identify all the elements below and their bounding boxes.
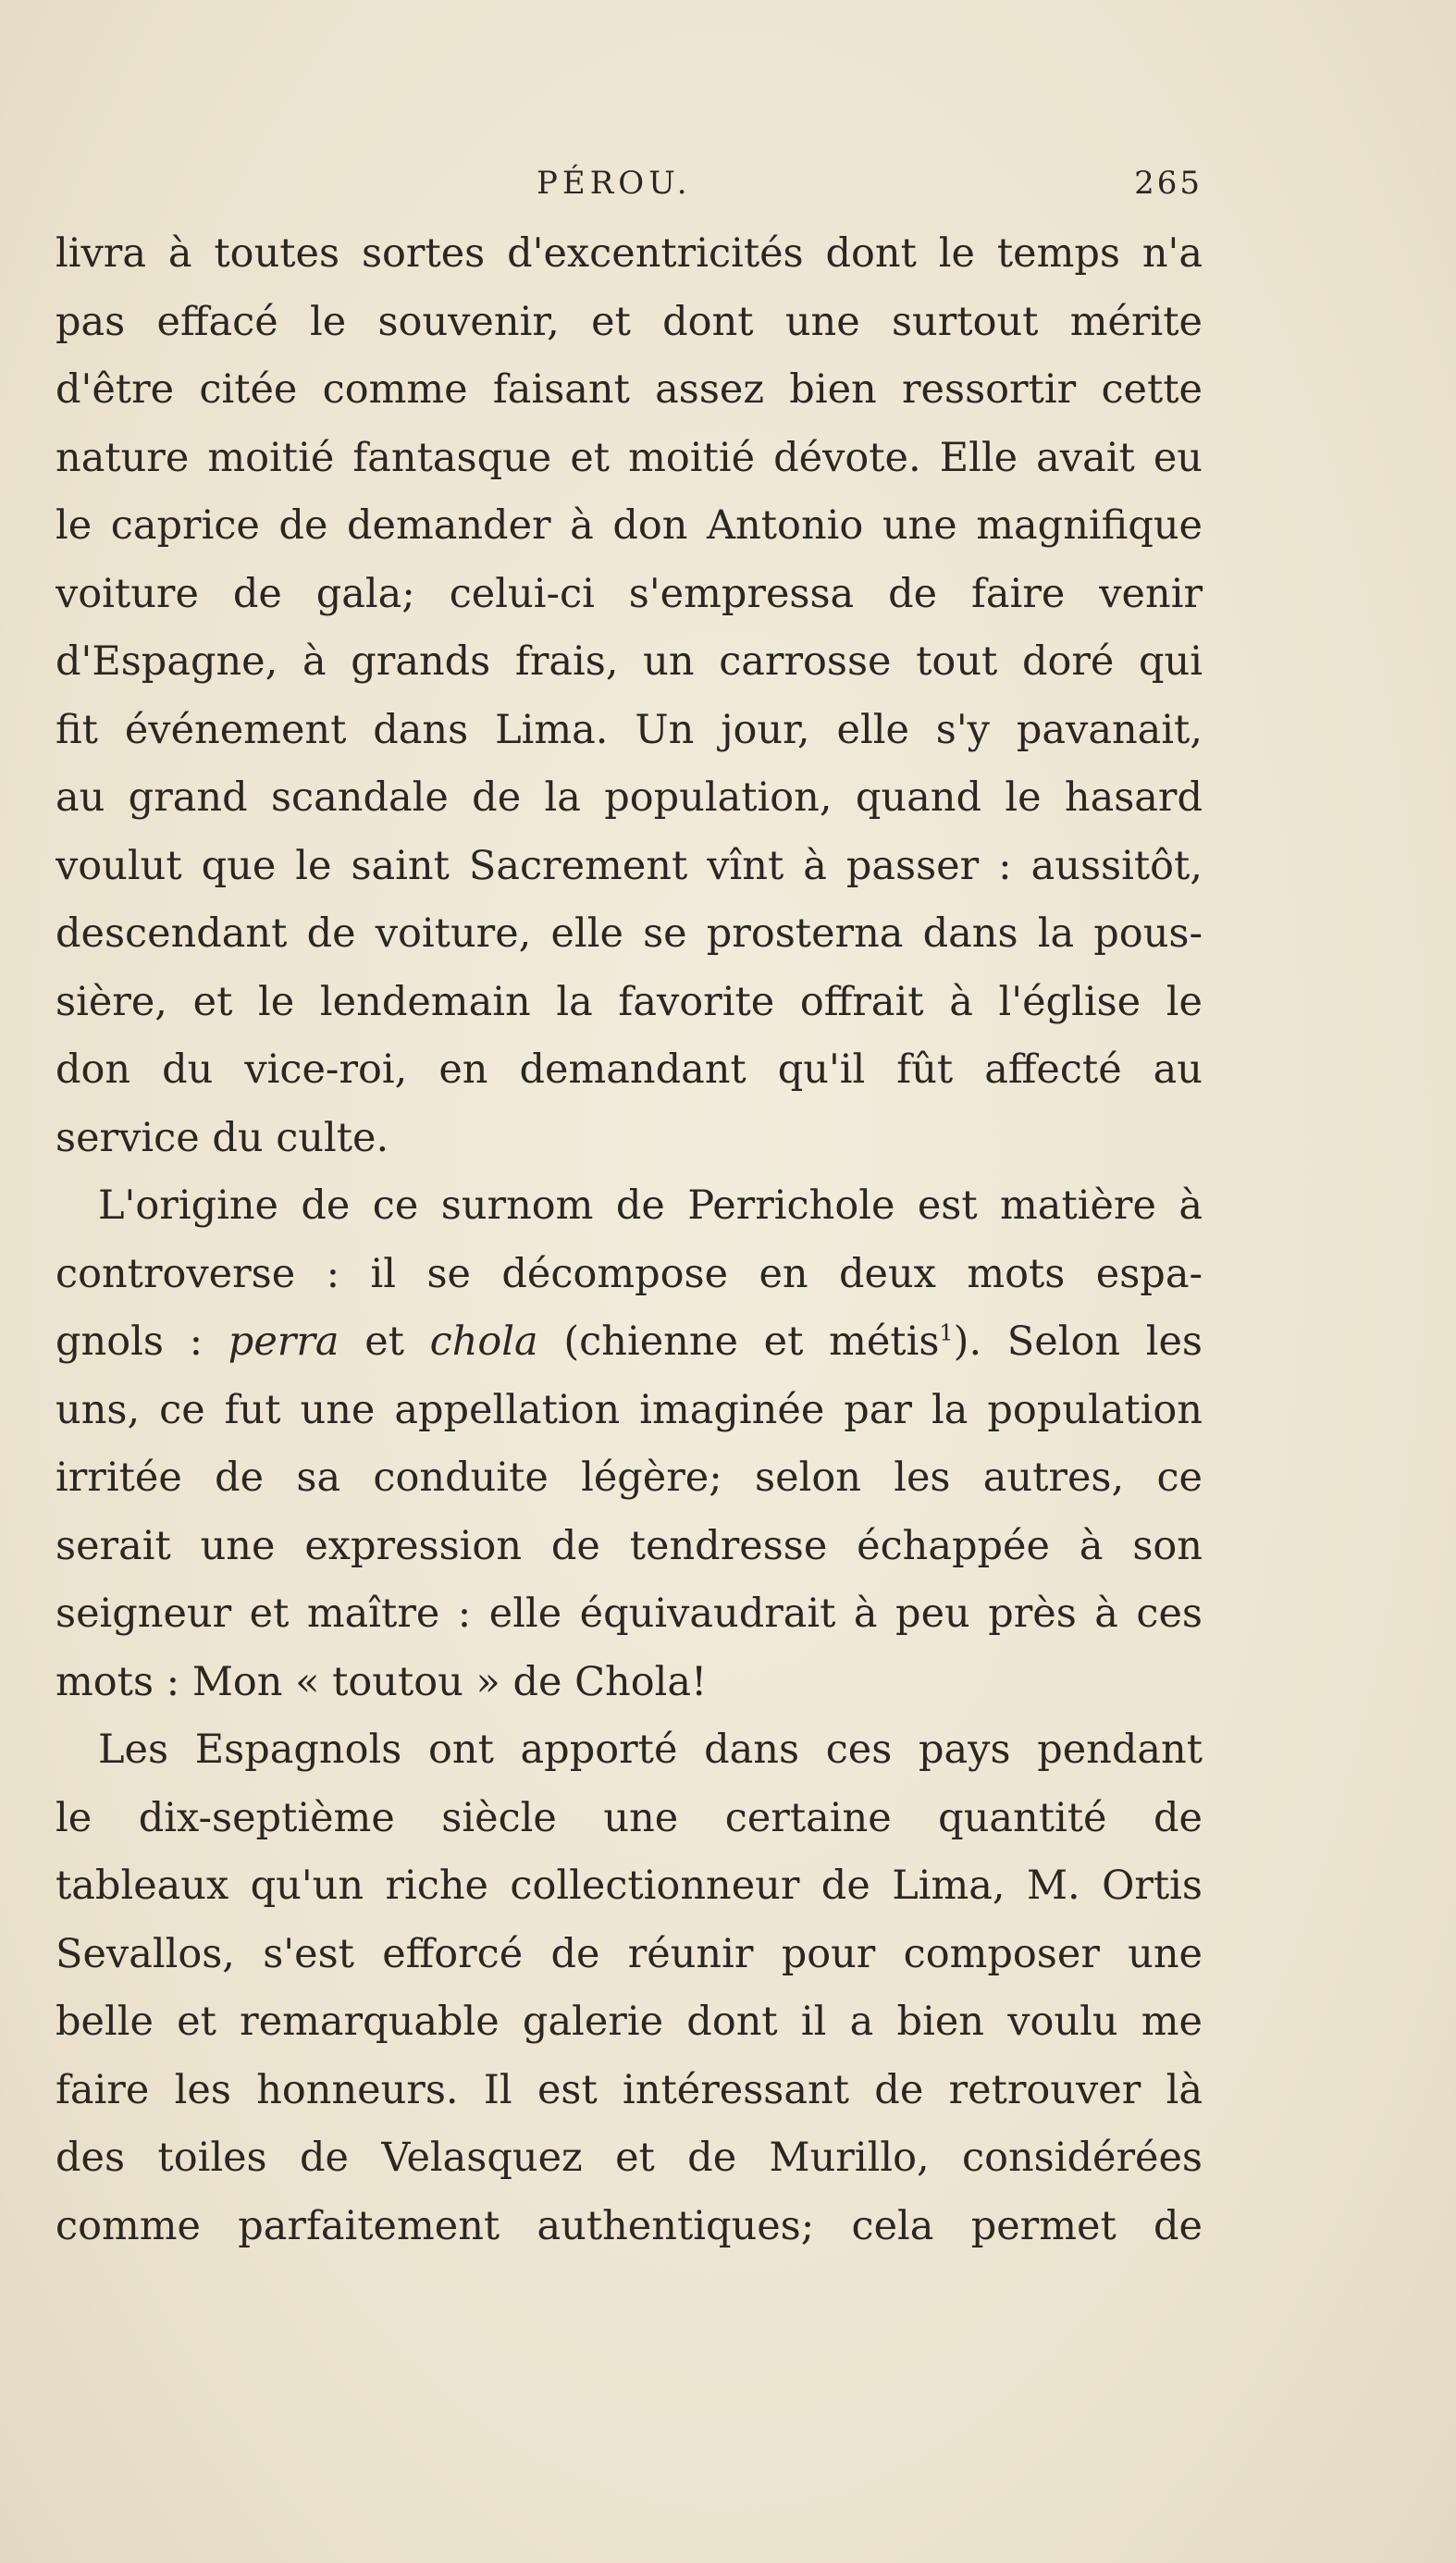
page-number: 265: [1134, 165, 1203, 202]
text-line: irritée de sa conduite légère; selon les autres, ce: [56, 1455, 1203, 1501]
text-line: mots : Mon « toutou » de Chola!: [56, 1658, 708, 1705]
text-line: serait une expression de tendresse échappée à son: [56, 1522, 1203, 1569]
text-line: controverse : il se décompose en deux mots espa-: [56, 1250, 1203, 1297]
text-line: le dix-septième siècle une certaine quantité de: [56, 1794, 1203, 1841]
text-line: belle et remarquable galerie dont il a bien voulu me: [56, 1999, 1203, 2045]
text-line: tableaux qu'un riche collectionneur de Lima, M. Ortis: [56, 1863, 1203, 1909]
page-header: [56, 165, 1203, 217]
text-line: seigneur et maître : elle équivaudrait à peu près à ces: [56, 1591, 1203, 1637]
text-line: comme parfaitement authentiques; cela permet de: [56, 2202, 1203, 2249]
text-line: des toiles de Velasquez et de Murillo, considérées: [56, 2135, 1203, 2181]
text-run: gnols :: [56, 1319, 228, 1365]
body-text: [56, 220, 1203, 2260]
text-line: Sevallos, s'est efforcé de réunir pour composer une: [56, 1930, 1203, 1977]
text-line-with-italics: [56, 1308, 1203, 1377]
text-line: le caprice de demander à don Antonio une magnifique: [56, 502, 1203, 549]
text-line: nature moitié fantasque et moitié dévote. Elle avait eu: [56, 434, 1203, 481]
text-line: descendant de voiture, elle se prosterna dans la pous-: [56, 910, 1203, 957]
text-run: et: [339, 1319, 430, 1365]
text-run: ). Selon les: [953, 1319, 1203, 1365]
text-line: sière, et le lendemain la favorite offrait à l'église le: [56, 978, 1203, 1025]
text-line: au grand scandale de la population, quand le hasard: [56, 774, 1203, 821]
text-line: Les Espagnols ont apporté dans ces pays pendant: [98, 1727, 1203, 1773]
italic-word-chola: chola: [429, 1319, 538, 1365]
text-line: fit événement dans Lima. Un jour, elle s'y pavanait,: [56, 706, 1203, 753]
text-run: (chienne et métis: [537, 1319, 940, 1365]
text-line: voiture de gala; celui-ci s'empressa de faire venir: [56, 570, 1203, 617]
text-line: don du vice-roi, en demandant qu'il fût affecté au: [56, 1046, 1203, 1093]
text-line: d'Espagne, à grands frais, un carrosse tout doré qui: [56, 638, 1203, 685]
text-line: pas effacé le souvenir, et dont une surtout mérite: [56, 298, 1203, 345]
text-line: voulut que le saint Sacrement vînt à passer : aussitôt,: [56, 842, 1203, 889]
text-line: livra à toutes sortes d'excentricités dont le temps n'a: [56, 230, 1203, 277]
italic-word-perra: perra: [228, 1319, 339, 1365]
text-line: d'être citée comme faisant assez bien ressortir cette: [56, 366, 1203, 413]
text-line: service du culte.: [56, 1114, 389, 1161]
footnote-marker: 1: [939, 1319, 954, 1346]
text-line: uns, ce fut une appellation imaginée par la population: [56, 1386, 1203, 1433]
text-line: L'origine de ce surnom de Perrichole est matière à: [98, 1182, 1203, 1229]
text-line: faire les honneurs. Il est intéressant de retrouver là: [56, 2066, 1203, 2113]
running-title: PÉROU.: [537, 165, 692, 202]
